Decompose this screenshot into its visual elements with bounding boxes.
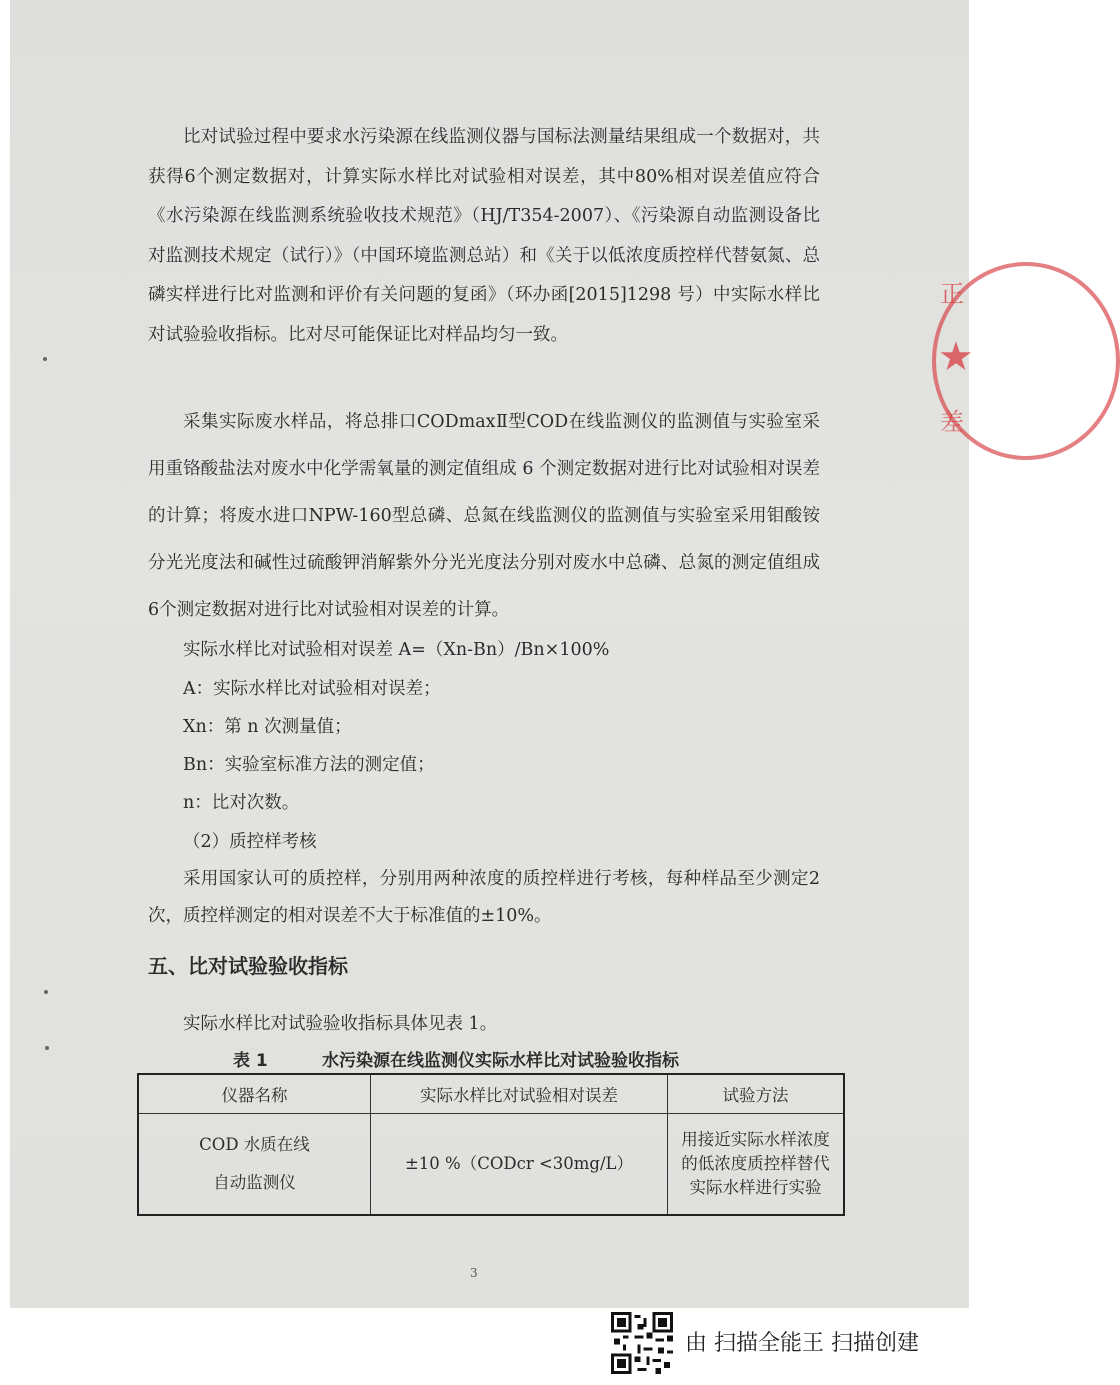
- acceptance-table: [137, 1073, 845, 1216]
- stamp-char-top: 正: [940, 280, 964, 308]
- stamp-char-bottom: 差: [940, 408, 964, 436]
- header-relative-error: 实际水样比对试验相对误差: [371, 1074, 668, 1114]
- scan-speck: [44, 990, 48, 994]
- section-heading-acceptance: 五、比对试验验收指标: [148, 954, 348, 978]
- paragraph-sampling-method: 采集实际废水样品，将总排口CODmaxⅡ型COD在线监测仪的监测值与实验室采用重铬酸盐法对废水中化学需氧量的测定值组成 6 个测定数据对进行比对试验相对误差的计算；将废水进口NPW-160型总磷、总氮在线监测仪的监测值与实验室采用钼酸铵分光光度法和碱性过硫酸钾消解紫外分光光度法分别对废水中总磷、总氮的测定值组成6个测定数据对进行比对试验相对误差的计算。: [148, 412, 820, 620]
- paragraph-quality-control: 采用国家认可的质控样，分别用两种浓度的质控样进行考核，每种样品至少测定2次，质控样测定的相对误差不大于标准值的±10%。: [148, 869, 820, 926]
- cell-test-method: [668, 1114, 845, 1216]
- definition-bn: Bn：实验室标准方法的测定值；: [183, 755, 435, 775]
- table-title: 水污染源在线监测仪实际水样比对试验验收指标: [322, 1051, 679, 1071]
- table-header-row: [138, 1074, 844, 1114]
- header-instrument: 仪器名称: [138, 1074, 371, 1114]
- scanner-watermark: 由 扫描全能王 扫描创建: [685, 1331, 919, 1356]
- definition-xn: Xn：第 n 次测量值；: [183, 717, 352, 737]
- formula-line: 实际水样比对试验相对误差 A=（Xn-Bn）/Bn×100%: [183, 640, 610, 660]
- instrument-line-2: 自动监测仪: [213, 1173, 296, 1192]
- table-label: 表 1: [233, 1051, 268, 1071]
- method-text: 用接近实际水样浓度的低浓度质控样替代实际水样进行实验: [681, 1130, 830, 1197]
- qr-code-icon: [611, 1312, 673, 1374]
- header-test-method: 试验方法: [668, 1074, 845, 1114]
- table-row: [138, 1114, 844, 1216]
- instrument-line-1: COD 水质在线: [199, 1135, 310, 1154]
- cell-relative-error: ±10 %（CODcr <30mg/L）: [371, 1114, 668, 1216]
- table-intro: 实际水样比对试验验收指标具体见表 1。: [183, 1014, 498, 1034]
- page-number: 3: [470, 1266, 478, 1280]
- scan-speck: [45, 1046, 49, 1050]
- definition-a: A：实际水样比对试验相对误差；: [183, 679, 441, 699]
- definition-n: n：比对次数。: [183, 793, 300, 813]
- red-seal-stamp: [932, 262, 974, 452]
- subsection-quality-control: （2）质控样考核: [183, 832, 317, 852]
- cell-instrument: [138, 1114, 371, 1216]
- scan-speck: [43, 357, 47, 361]
- star-icon: ★: [938, 334, 974, 380]
- paragraph-comparison-requirements: 比对试验过程中要求水污染源在线监测仪器与国标法测量结果组成一个数据对，共获得6个测定数据对，计算实际水样比对试验相对误差，其中80%相对误差值应符合《水污染源在线监测系统验收技术规范》（HJ/T354-2007）、《污染源自动监测设备比对监测技术规定（试行）》（中国环境监测总站）和《关于以低浓度质控样代替氨氮、总磷实样进行比对监测和评价有关问题的复函》（环办函[2015]1298 号）中实际水样比对试验验收指标。比对尽可能保证比对样品均匀一致。: [148, 127, 820, 345]
